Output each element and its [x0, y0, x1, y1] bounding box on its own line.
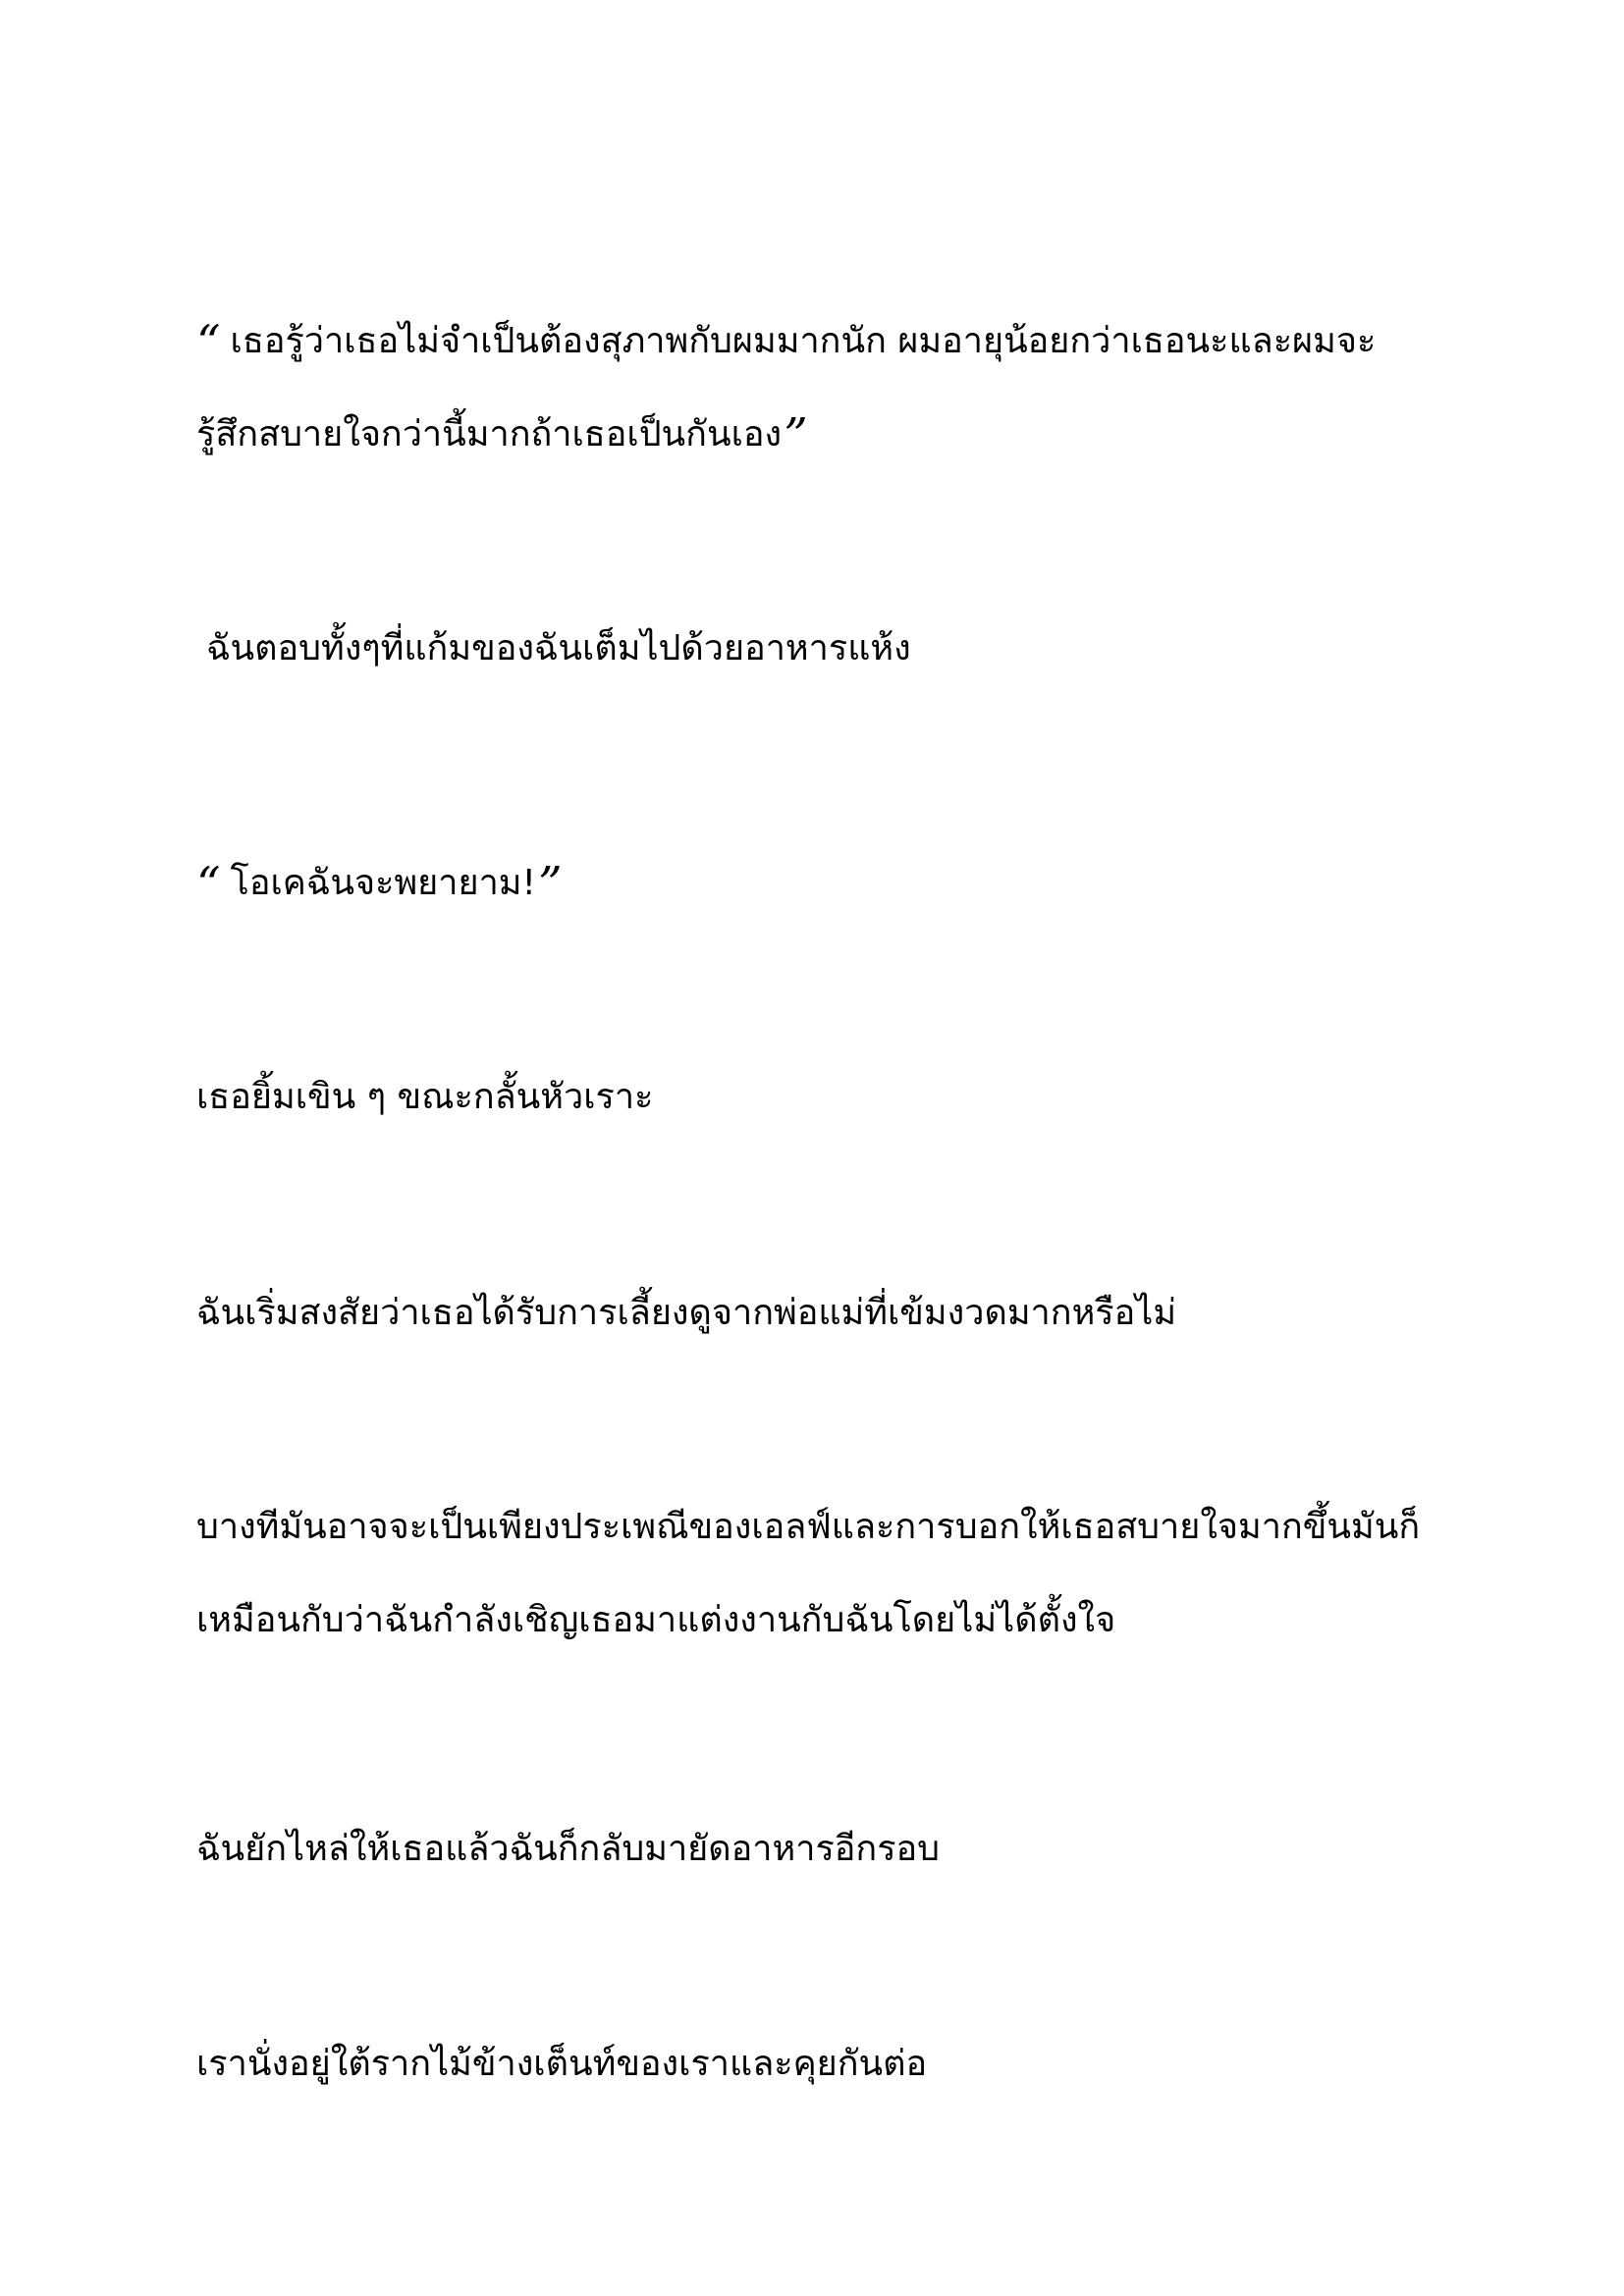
- open-quote: “: [196, 857, 221, 912]
- paragraph-line: [206, 602, 1443, 695]
- paragraph-line: [196, 294, 1434, 388]
- paragraph-6: [196, 1480, 1434, 1667]
- paragraph-text: ฉันยักไหล่ให้เธอแล้วฉันก็กลับมายัดอาหารอีกรอบ: [196, 1829, 941, 1869]
- paragraph-1: [196, 294, 1434, 481]
- paragraph-text: เธอรู้ว่าเธอไม่จำเป็นต้องสุภาพกับผมมากนัก ผมอายุน้อยกว่าเธอนะและผมจะ: [230, 321, 1377, 361]
- paragraph-line: [196, 836, 1434, 930]
- paragraph-text: เหมือนกับว่าฉันกำลังเชิญเธอมาแต่งงานกับฉันโดยไม่ได้ตั้งใจ: [196, 1600, 1116, 1640]
- paragraph-text: เรานั่งอยู่ใต้รากไม้ข้างเต็นท์ของเราและคุยกันต่อ: [196, 2044, 928, 2084]
- open-quote: “: [196, 315, 221, 370]
- paragraph-line: [196, 2017, 1434, 2110]
- paragraph-text: ฉันตอบทั้งๆที่แก้มของฉันเต็มไปด้วยอาหารแห้ง: [206, 628, 911, 668]
- paragraph-text: โอเคฉันจะพยายาม!: [230, 863, 536, 903]
- paragraph-5: [196, 1266, 1434, 1360]
- close-quote: ”: [537, 857, 563, 912]
- close-quote: ”: [784, 408, 808, 463]
- paragraph-text: บางทีมันอาจจะเป็นเพียงประเพณีของเอลฟ์และการบอกให้เธอสบายใจมากขึ้นมันก็: [196, 1507, 1421, 1547]
- paragraph-text: เธอยิ้มเขิน ๆ ขณะกลั้นหัวเราะ: [196, 1077, 654, 1117]
- paragraph-text: รู้สึกสบายใจกว่านี้มากถ้าเธอเป็นกันเอง: [196, 414, 783, 454]
- paragraph-line: [196, 1050, 1434, 1144]
- paragraph-line: [196, 1480, 1434, 1574]
- paragraph-2: [196, 602, 1443, 695]
- paragraph-line: [196, 1574, 1434, 1667]
- paragraph-text: ฉันเริ่มสงสัยว่าเธอได้รับการเลี้ยงดูจากพ่อแม่ที่เข้มงวดมากหรือไม่: [196, 1293, 1177, 1333]
- paragraph-8: [196, 2017, 1434, 2110]
- paragraph-line: [196, 388, 1434, 481]
- paragraph-4: [196, 1050, 1434, 1144]
- paragraph-line: [196, 1802, 1434, 1896]
- paragraph-3: [196, 836, 1434, 930]
- paragraph-7: [196, 1802, 1434, 1896]
- paragraph-line: [196, 1266, 1434, 1360]
